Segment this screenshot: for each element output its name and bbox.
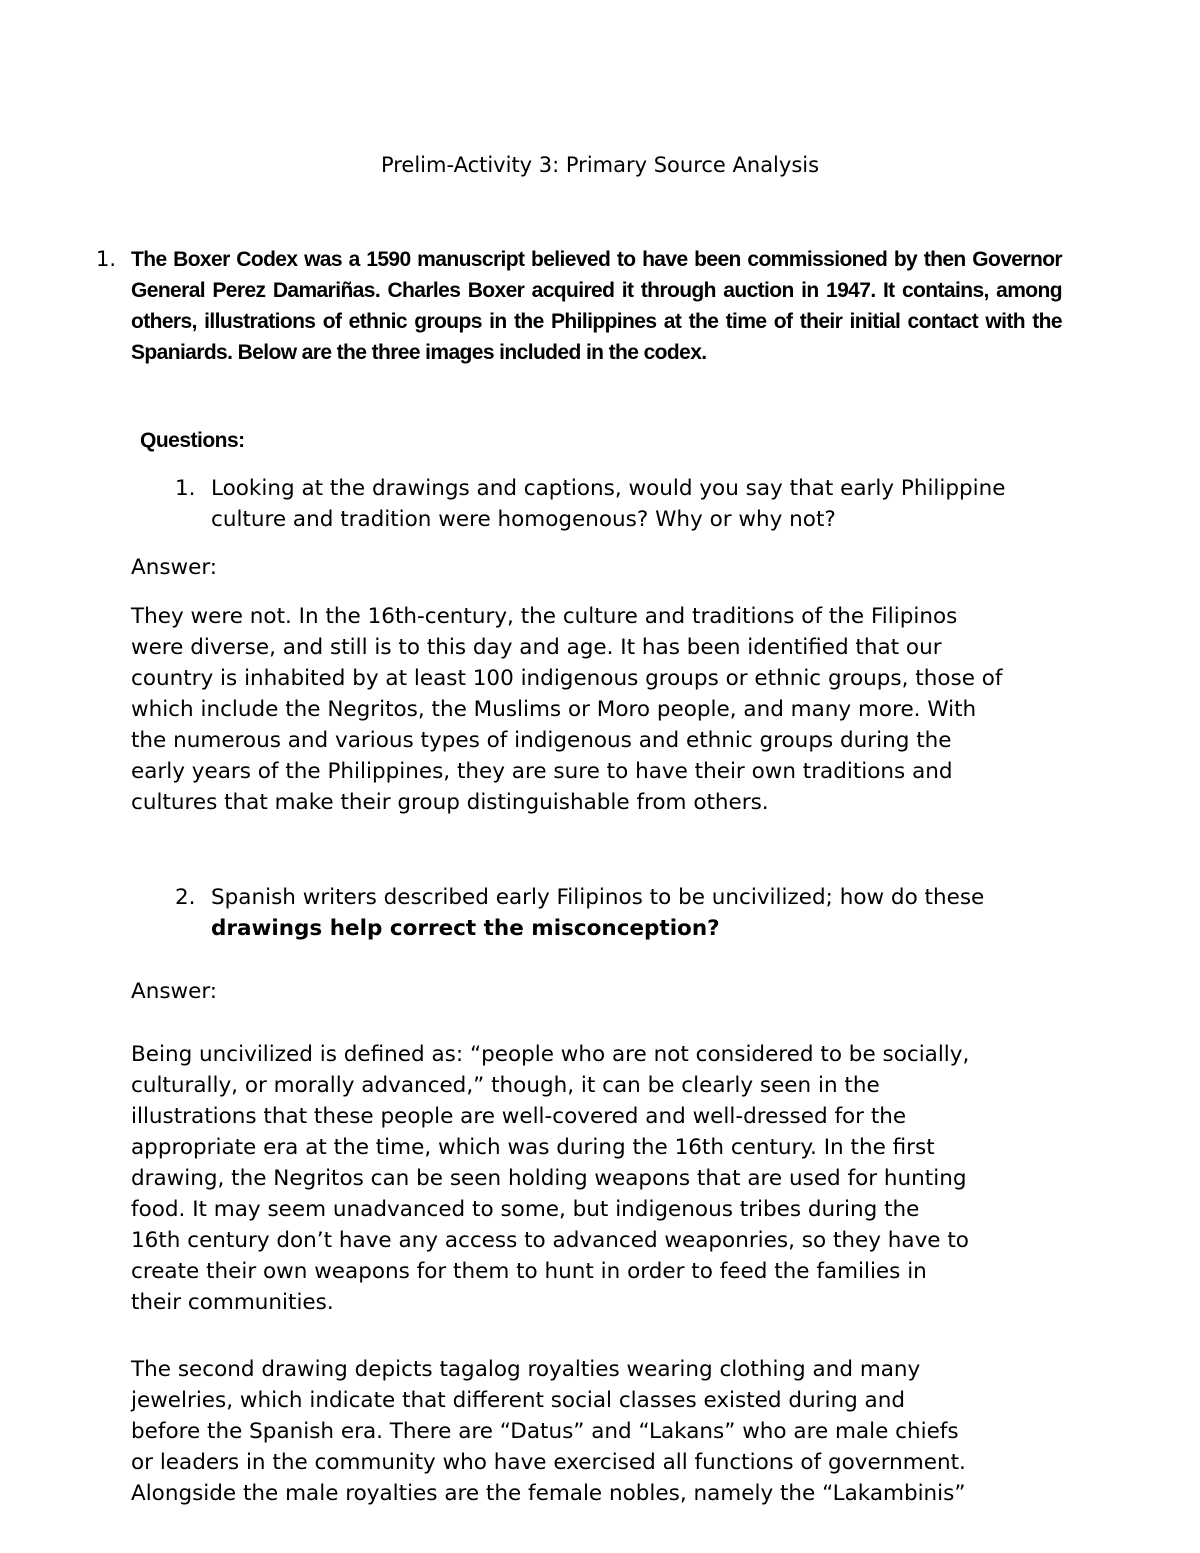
answer-1-paragraph-1: They were not. In the 16th-century, the culture and traditions of the Filipinos were diverse, and still is to this day and age. It has been identified that our country is inhabited by at least 100 indigenous groups or ethnic groups, those of which include the Negritos, the Muslims or Moro people, and many more. With the numerous and various types of indigenous and ethnic groups during the early years of the Philippines, they are sure to have their own traditions and cultures that make their group distinguishable from others. bbox=[131, 604, 1003, 815]
answer-2-label: Answer: bbox=[131, 979, 218, 1004]
questions-heading: Questions: bbox=[140, 429, 245, 452]
question-2-text-plain: Spanish writers described early Filipinos to be uncivilized; how do these bbox=[211, 885, 985, 910]
question-1-number: 1. bbox=[175, 476, 196, 501]
answer-2-paragraph-1: Being uncivilized is defined as: “people who are not considered to be socially, culturally, or morally advanced,” though, it can be clearly seen in the illustrations that these people are well-covered and well-dressed for the appropriate era at the time, which was during the 16th century. In the first drawing, the Negritos can be seen holding weapons that are used for hunting food. It may seem unadvanced to some, but indigenous tribes during the 16th century don’t have any access to advanced weaponries, so they have to create their own weapons for them to hunt in order to feed the families in their communities. bbox=[131, 1042, 970, 1315]
question-2-number: 2. bbox=[175, 885, 196, 910]
answer-2-paragraph-2: The second drawing depicts tagalog royalties wearing clothing and many jewelries, which indicate that different social classes existed during and before the Spanish era. There are “Datus” and “Lakans” who are male chiefs or leaders in the community who have exercised all functions of government. Alongside the male royalties are the female nobles, namely the “Lakambinis” bbox=[131, 1357, 966, 1506]
question-2-text bbox=[211, 882, 995, 944]
question-2-text-bold: drawings help correct the misconception? bbox=[211, 916, 720, 941]
intro-number: 1. bbox=[96, 247, 117, 271]
answer-1-label: Answer: bbox=[131, 555, 218, 580]
intro-item bbox=[96, 244, 1062, 368]
question-2 bbox=[175, 882, 995, 944]
question-1 bbox=[175, 473, 1075, 535]
page-title: Prelim-Activity 3: Primary Source Analysis bbox=[380, 153, 820, 177]
question-1-text: Looking at the drawings and captions, would you say that early Philippine culture and tradition were homogenous? Why or why not? bbox=[211, 476, 1006, 532]
intro-text: The Boxer Codex was a 1590 manuscript believed to have been commissioned by then Governor General Perez Damariñas. Charles Boxer acquired it through auction in 1947. It contains, among others, illustrations of ethnic groups in the Philippines at the time of their initial contact with the Spaniards. Below are the three images included in the codex. bbox=[131, 248, 1062, 364]
